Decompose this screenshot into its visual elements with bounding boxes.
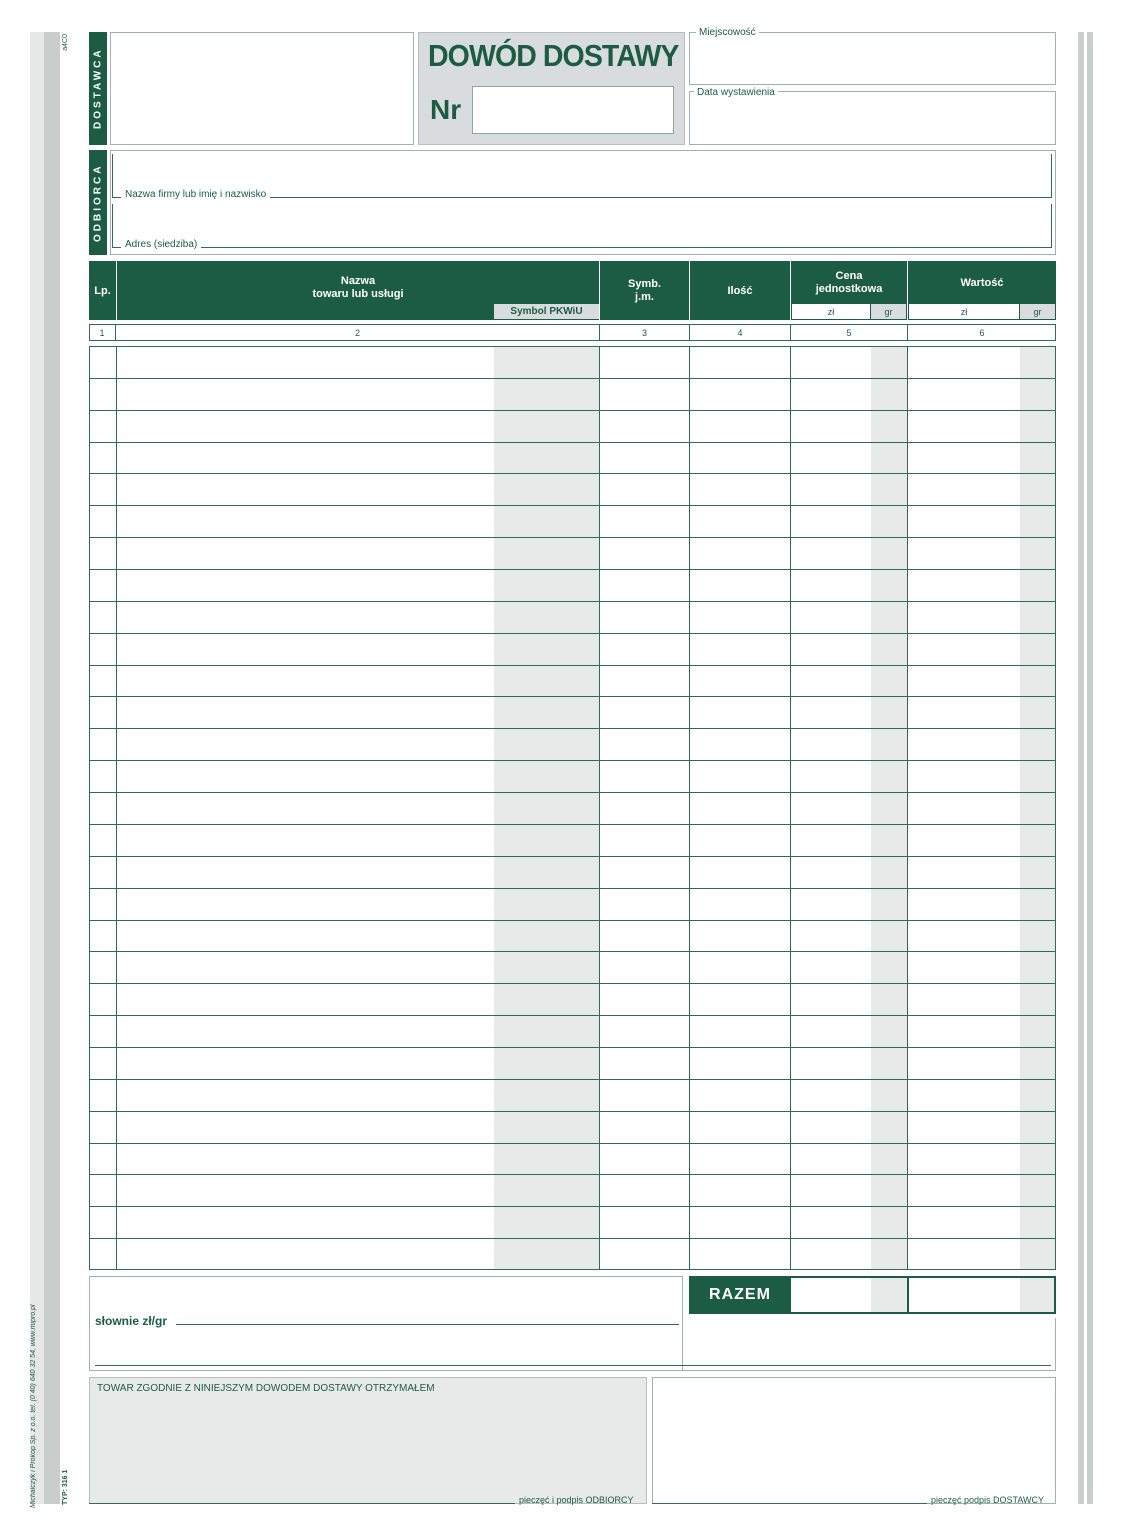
header-name	[117, 271, 599, 305]
in-words-line-2[interactable]	[95, 1365, 1051, 1366]
table-row[interactable]	[89, 1206, 1056, 1207]
side-publisher: Michalczyk i Prokop Sp. z o.o. tel. (0 40) 640 32 54, www.mipro.pl	[30, 1304, 37, 1508]
value-gr-label: gr	[1020, 304, 1055, 319]
header-price-line1: Cena	[835, 270, 863, 282]
in-words-box-lower	[89, 1318, 1056, 1371]
table-row[interactable]	[89, 569, 1056, 570]
value-zl-label: zł	[909, 304, 1019, 319]
table-row[interactable]	[89, 1047, 1056, 1048]
side-code: a4C0	[62, 34, 69, 51]
in-words-line[interactable]	[176, 1324, 679, 1325]
header-unit	[600, 261, 689, 320]
address-field[interactable]	[112, 204, 1052, 248]
col-divider	[790, 346, 791, 1270]
supplier-label: DOSTAWCA	[89, 32, 107, 145]
razem-label: RAZEM	[689, 1276, 791, 1314]
header-lp: Lp.	[94, 284, 111, 297]
razem-price-gr[interactable]	[871, 1276, 907, 1314]
table-row[interactable]	[89, 633, 1056, 634]
column-number: 6	[979, 327, 985, 338]
supplier-sign-line	[652, 1503, 927, 1504]
header-unit-line2: j.m.	[635, 290, 654, 303]
table-row[interactable]	[89, 1111, 1056, 1112]
razem-value-zl[interactable]	[907, 1276, 1020, 1314]
in-words-label: słownie zł/gr	[95, 1314, 168, 1328]
header-qty: Ilość	[727, 284, 753, 297]
table-row[interactable]	[89, 1143, 1056, 1144]
value-gr-column-shade	[1020, 347, 1055, 1269]
header-price	[791, 266, 907, 300]
table-row[interactable]	[89, 792, 1056, 793]
column-number: 2	[116, 324, 600, 341]
table-row[interactable]	[89, 888, 1056, 889]
razem-price-zl[interactable]	[791, 1276, 871, 1314]
header-unit-line1: Symb.	[627, 277, 661, 290]
table-row[interactable]	[89, 1079, 1056, 1080]
razem-value-gr[interactable]	[1020, 1276, 1056, 1314]
column-number: 1	[89, 324, 116, 341]
received-statement: TOWAR ZGODNIE Z NINIEJSZYM DOWODEM DOSTAWY OTRZYMAŁEM	[97, 1383, 435, 1394]
table-row[interactable]	[89, 1015, 1056, 1016]
recipient-sign-label: pieczęć i podpis ODBIORCY	[519, 1495, 634, 1505]
table-row[interactable]	[89, 442, 1056, 443]
place-label: Miejscowość	[696, 27, 759, 38]
company-label: Nazwa firmy lub imię i nazwisko	[121, 189, 270, 200]
table-row[interactable]	[89, 505, 1056, 506]
recipient-sign-line	[89, 1503, 515, 1504]
address-label: Adres (siedziba)	[121, 239, 201, 250]
supplier-stamp-box[interactable]	[652, 1377, 1056, 1504]
nr-label: Nr	[430, 94, 462, 125]
header-name-line1: Nazwa	[340, 275, 376, 287]
supplier-sign-label: pieczęć podpis DOSTAWCY	[931, 1495, 1045, 1505]
table-row[interactable]	[89, 920, 1056, 921]
header-price-line2: jednostkowa	[815, 283, 883, 295]
column-number: 4	[690, 324, 791, 341]
table-row[interactable]	[89, 728, 1056, 729]
issue-date-field[interactable]	[689, 91, 1056, 145]
table-row[interactable]	[89, 824, 1056, 825]
right-margin-stripe-2	[1087, 32, 1093, 1504]
column-number: 3	[600, 324, 690, 341]
table-row[interactable]	[89, 760, 1056, 761]
col-divider	[599, 346, 600, 1270]
price-gr-column-shade	[871, 347, 907, 1269]
table-row[interactable]	[89, 1174, 1056, 1175]
col-divider	[907, 346, 908, 1270]
side-type: TYP: 316 1	[62, 1469, 69, 1505]
nr-field[interactable]	[472, 86, 674, 134]
pkwiu-column-shade	[494, 347, 599, 1269]
table-row[interactable]	[89, 473, 1056, 474]
supplier-box[interactable]	[110, 32, 414, 145]
header-name-line2: towaru lub usługi	[312, 288, 404, 300]
table-row[interactable]	[89, 537, 1056, 538]
left-margin-stripe-dark	[44, 32, 60, 1504]
col-divider	[116, 346, 117, 1270]
col-divider	[689, 346, 690, 1270]
header-value: Wartość	[960, 276, 1004, 289]
header-pkwiu: Symbol PKWiU	[494, 304, 599, 319]
table-row[interactable]	[89, 378, 1056, 379]
price-gr-label: gr	[871, 304, 906, 319]
table-row[interactable]	[89, 601, 1056, 602]
table-row[interactable]	[89, 856, 1056, 857]
table-row[interactable]	[89, 696, 1056, 697]
price-zl-label: zł	[792, 304, 870, 319]
table-row[interactable]	[89, 983, 1056, 984]
table-row[interactable]	[89, 410, 1056, 411]
recipient-stamp-box[interactable]	[89, 1377, 647, 1504]
place-field[interactable]	[689, 32, 1056, 85]
table-row[interactable]	[89, 1238, 1056, 1239]
recipient-label: ODBIORCA	[89, 150, 107, 255]
column-number: 5	[791, 324, 908, 341]
table-row[interactable]	[89, 951, 1056, 952]
right-margin-stripe	[1078, 32, 1084, 1504]
table-row[interactable]	[89, 665, 1056, 666]
issue-date-label: Data wystawienia	[694, 87, 778, 98]
document-title: DOWÓD DOSTAWY	[428, 38, 679, 73]
